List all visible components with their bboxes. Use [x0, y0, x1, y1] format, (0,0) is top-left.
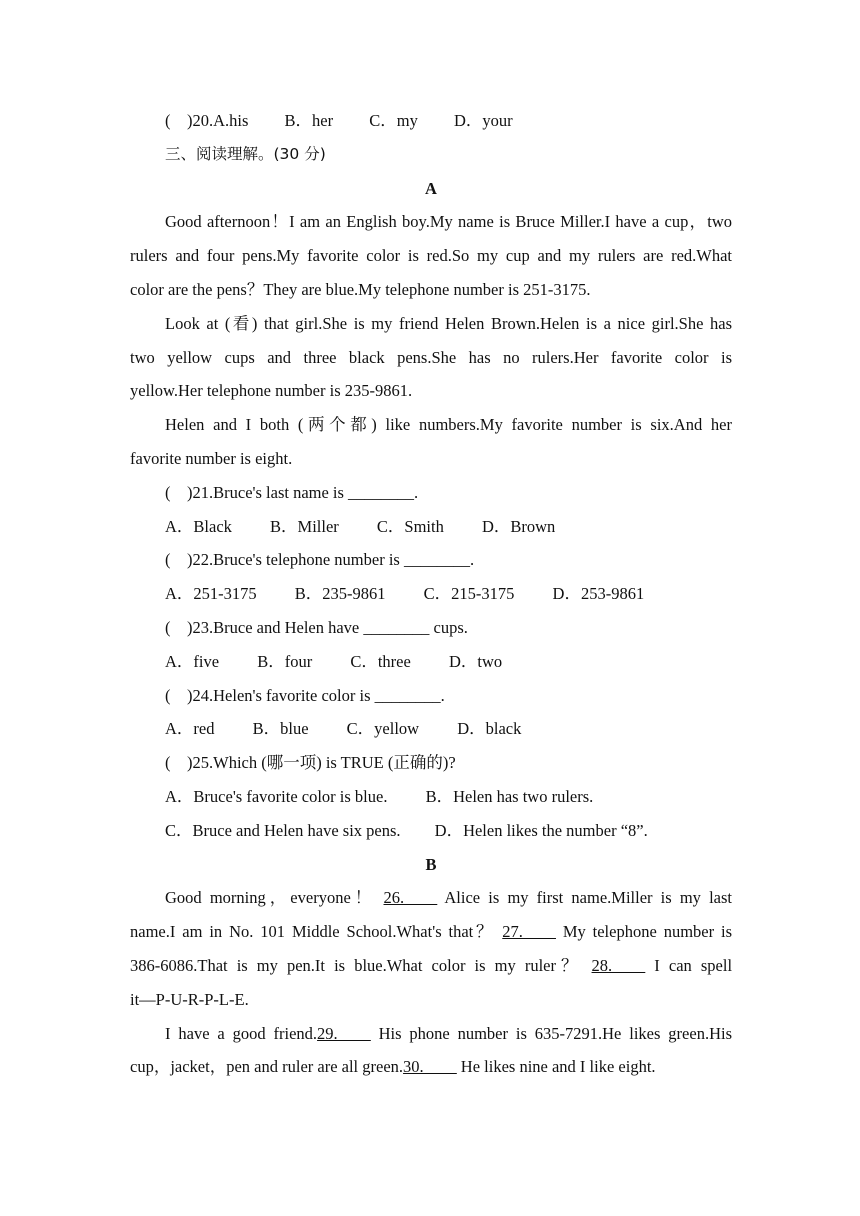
question-20	[130, 104, 732, 138]
passage-a	[130, 205, 732, 475]
passage-line: Look at (看) that girl.She is my friend Helen Brown.Helen is a nice girl.She has	[165, 313, 732, 333]
question-options	[130, 780, 732, 814]
worksheet-page	[130, 104, 732, 1084]
passage-line: it—P-U-R-P-L-E.	[130, 989, 249, 1009]
option-a: A．Bruce's favorite color is blue.	[165, 786, 388, 806]
question-options	[130, 510, 732, 544]
option-d: D．Helen likes the number “8”.	[434, 820, 648, 840]
question-stem: ( )25.Which (哪一项) is TRUE (正确的)?	[165, 753, 456, 773]
question-options	[130, 712, 732, 746]
passage-b	[130, 881, 732, 1084]
option-b: B．blue	[252, 719, 309, 739]
option-a: A．Black	[165, 516, 232, 536]
question-stem: ( )21.Bruce's last name is ________.	[165, 482, 419, 502]
option-a: A．red	[165, 719, 215, 739]
question-options	[130, 645, 732, 679]
question-stem: ( )23.Bruce and Helen have ________ cups.	[165, 617, 468, 637]
option-c: C．three	[350, 651, 411, 671]
option-d: D．two	[448, 651, 503, 671]
blank-27[interactable]: 27.____	[502, 922, 556, 942]
passage-line: Good morning，everyone！ 26.____ Alice is my first name.Miller is my last	[165, 888, 733, 908]
question-options	[130, 814, 732, 848]
passage-line: color are the pens？They are blue.My telephone number is 251-3175.	[130, 279, 591, 299]
option-d: D．253-9861	[552, 584, 645, 604]
blank-26[interactable]: 26.____	[383, 888, 438, 908]
option-c: C．215-3175	[423, 584, 515, 604]
blank-28[interactable]: 28.____	[591, 955, 646, 975]
passage-line: 386-6086.That is my pen.It is blue.What color is my ruler？ 28.____ I can spell	[130, 955, 733, 975]
question-stem: ( )22.Bruce's telephone number is ________.	[165, 550, 475, 570]
option-b: B．Miller	[270, 516, 339, 536]
question-stem: ( )24.Helen's favorite color is ________.	[165, 685, 445, 705]
question-22	[130, 543, 732, 611]
question-24	[130, 679, 732, 747]
option-d: D．your	[453, 111, 513, 130]
question-options	[130, 577, 732, 611]
option-d: D．Brown	[481, 516, 556, 536]
passage-line: two yellow cups and three black pens.She has no rulers.Her favorite color is	[130, 347, 732, 367]
option-a: A．five	[165, 651, 220, 671]
question-21	[130, 476, 732, 544]
option-b: B．her	[284, 111, 334, 130]
option-b: B．Helen has two rulers.	[425, 786, 594, 806]
passage-line: Good afternoon！I am an English boy.My name is Bruce Miller.I have a cup，two	[165, 212, 732, 232]
passage-line: favorite number is eight.	[130, 448, 293, 468]
option-d: D．black	[457, 719, 522, 739]
passage-a-heading: A	[425, 178, 437, 198]
question-stem: ( )20.A.his	[165, 111, 249, 130]
option-c: C．my	[369, 111, 418, 130]
blank-29[interactable]: 29.____	[317, 1023, 371, 1043]
section-title: 三、阅读理解。(30 分)	[165, 144, 326, 163]
option-b: B．235-9861	[294, 584, 386, 604]
passage-line: Helen and I both (两个都) like numbers.My favorite number is six.And her	[165, 415, 732, 435]
option-c: C．yellow	[346, 719, 420, 739]
passage-line: yellow.Her telephone number is 235-9861.	[130, 381, 413, 401]
passage-line: cup，jacket，pen and ruler are all green.30.____ He likes nine and I like eight.	[130, 1057, 656, 1077]
passage-b-heading: B	[425, 854, 437, 874]
passage-line: name.I am in No. 101 Middle School.What's that？ 27.____ My telephone number is	[130, 922, 733, 942]
question-23	[130, 611, 732, 679]
blank-30[interactable]: 30.____	[403, 1057, 457, 1077]
option-c: C．Bruce and Helen have six pens.	[165, 820, 401, 840]
question-25	[130, 746, 732, 847]
option-b: B．four	[257, 651, 313, 671]
passage-line: I have a good friend.29.____ His phone number is 635-7291.He likes green.His	[165, 1023, 732, 1043]
passage-line: rulers and four pens.My favorite color is red.So my cup and my rulers are red.What	[130, 246, 732, 266]
option-a: A．251-3175	[165, 584, 257, 604]
option-c: C．Smith	[376, 516, 444, 536]
